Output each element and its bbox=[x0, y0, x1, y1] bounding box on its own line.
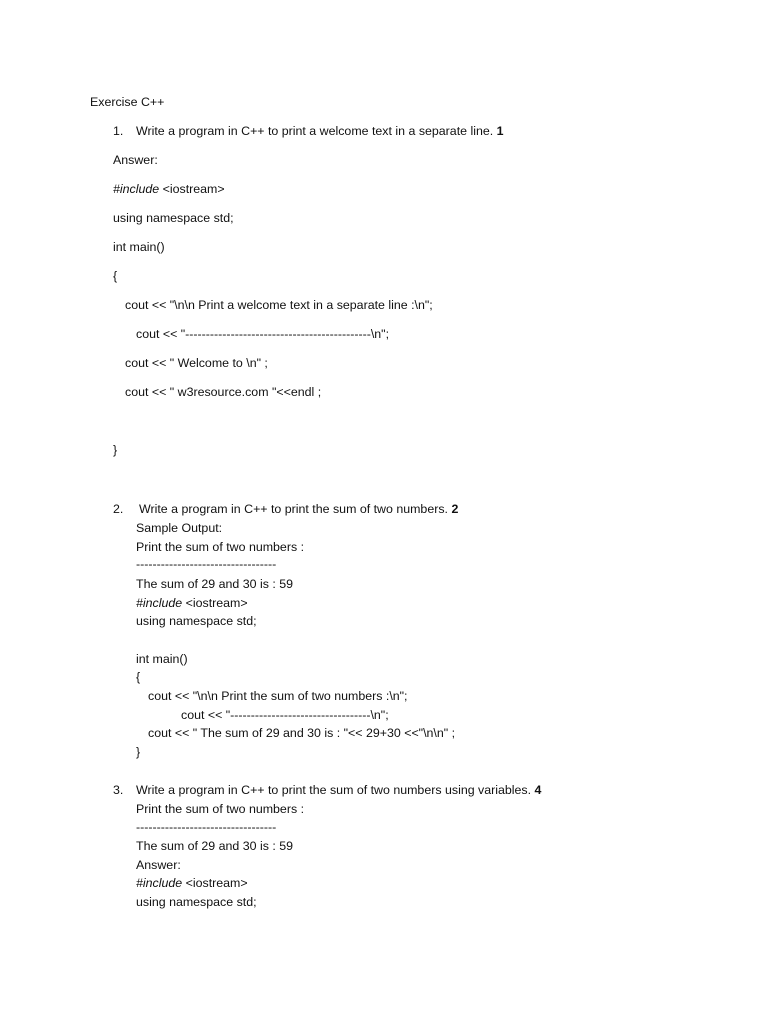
q1-number: 1. bbox=[113, 124, 124, 138]
q2-open-brace: { bbox=[136, 670, 141, 684]
q1-question bbox=[136, 125, 504, 137]
q2-sample-output-label: Sample Output: bbox=[136, 521, 223, 535]
q2-main-line: int main() bbox=[136, 652, 188, 666]
q3-number: 3. bbox=[113, 783, 124, 797]
q3-question-text: Write a program in C++ to print the sum of two numbers using variables. bbox=[136, 783, 532, 797]
q3-include-line bbox=[136, 877, 248, 889]
q1-answer-label: Answer: bbox=[113, 153, 158, 167]
q1-main-line: int main() bbox=[113, 240, 165, 254]
q2-number: 2. bbox=[113, 502, 124, 516]
q1-close-brace: } bbox=[113, 443, 118, 457]
q1-open-brace: { bbox=[113, 269, 118, 283]
q1-include-line bbox=[113, 183, 225, 195]
q3-include-header: <iostream> bbox=[182, 876, 248, 890]
q1-code-line-1: cout << "\n\n Print a welcome text in a separate line :\n"; bbox=[125, 298, 433, 312]
q2-include-line bbox=[136, 597, 248, 609]
q1-include-header: <iostream> bbox=[159, 182, 225, 196]
q3-result-line: The sum of 29 and 30 is : 59 bbox=[136, 839, 294, 853]
q3-using-line: using namespace std; bbox=[136, 895, 257, 909]
q3-answer-label: Answer: bbox=[136, 858, 181, 872]
q1-using-line: using namespace std; bbox=[113, 211, 234, 225]
q3-dashes: ---------------------------------- bbox=[136, 820, 277, 834]
q2-include-keyword: #include bbox=[136, 596, 183, 610]
q1-code-line-3: cout << " Welcome to \n" ; bbox=[125, 356, 268, 370]
q3-print-line: Print the sum of two numbers : bbox=[136, 802, 305, 816]
q2-code-line-2: cout << "----------------------------------\n"; bbox=[181, 708, 389, 722]
q2-result-line: The sum of 29 and 30 is : 59 bbox=[136, 577, 294, 591]
q2-print-line: Print the sum of two numbers : bbox=[136, 540, 305, 554]
q2-points: 2 bbox=[451, 502, 459, 516]
document-title: Exercise C++ bbox=[90, 95, 165, 109]
q2-question bbox=[139, 503, 458, 515]
q1-points: 1 bbox=[496, 124, 504, 138]
q2-code-line-1: cout << "\n\n Print the sum of two numbers :\n"; bbox=[148, 689, 408, 703]
q2-close-brace: } bbox=[136, 745, 141, 759]
q2-question-text: Write a program in C++ to print the sum of two numbers. bbox=[139, 502, 448, 516]
q3-include-keyword: #include bbox=[136, 876, 183, 890]
q1-code-line-2: cout << "---------------------------------------------\n"; bbox=[136, 327, 390, 341]
q2-include-header: <iostream> bbox=[182, 596, 248, 610]
q1-question-text: Write a program in C++ to print a welcome text in a separate line. bbox=[136, 124, 494, 138]
q2-code-line-3: cout << " The sum of 29 and 30 is : "<< 29+30 <<"\n\n" ; bbox=[148, 726, 456, 740]
q2-dashes: ---------------------------------- bbox=[136, 557, 277, 571]
q3-points: 4 bbox=[534, 783, 542, 797]
q1-code-line-4: cout << " w3resource.com "<<endl ; bbox=[125, 385, 322, 399]
q2-using-line: using namespace std; bbox=[136, 614, 257, 628]
q1-include-keyword: #include bbox=[113, 182, 160, 196]
q3-question bbox=[136, 784, 541, 796]
